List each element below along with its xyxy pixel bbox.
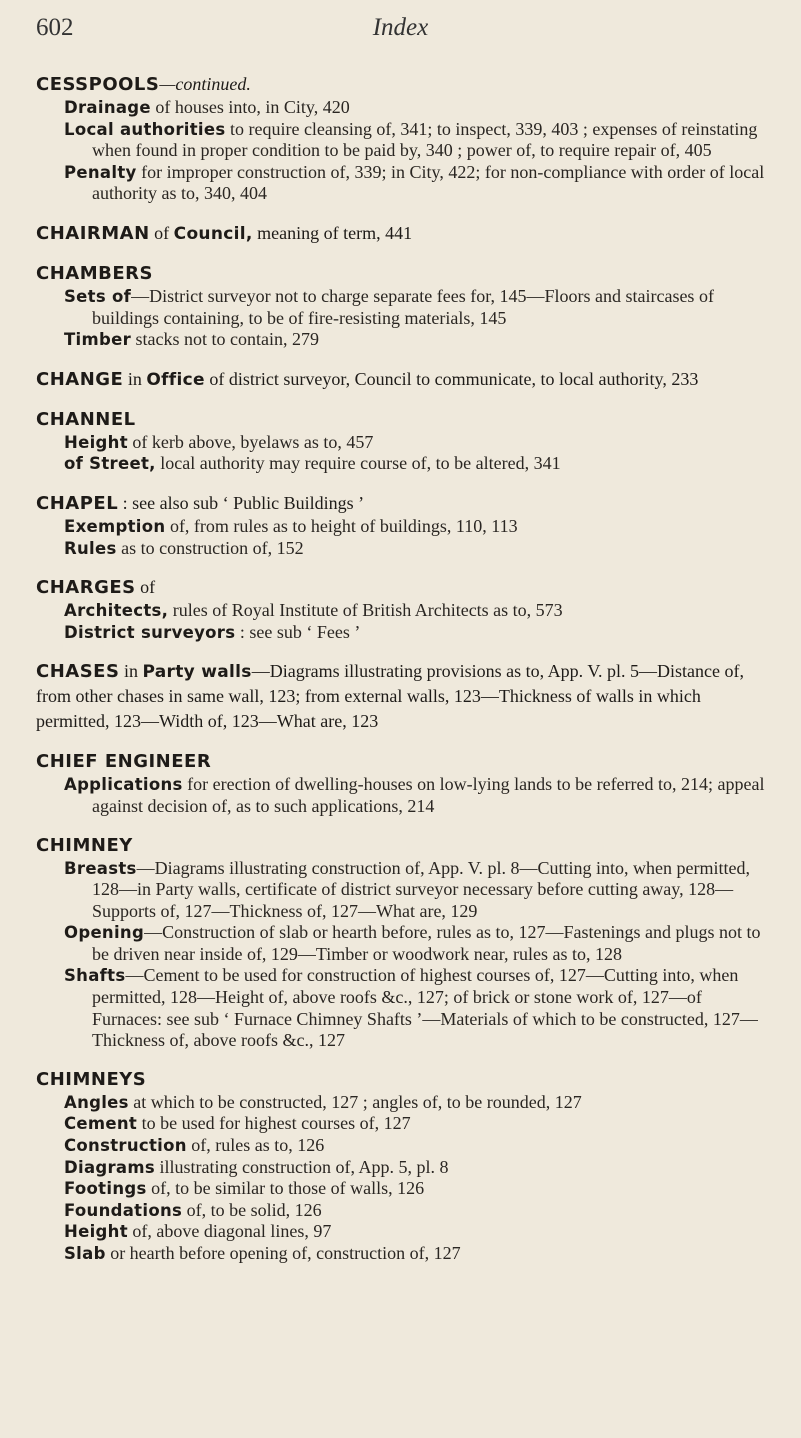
index-entry	[36, 575, 775, 643]
subentry-term: Drainage	[64, 98, 151, 117]
entry-heading	[36, 834, 775, 858]
heading-text: in	[123, 368, 147, 389]
entry-heading	[36, 408, 775, 432]
heading-word: CHAIRMAN	[36, 222, 150, 244]
index-entry	[36, 1068, 775, 1265]
subentry-term: Penalty	[64, 162, 137, 182]
index-entry	[36, 408, 775, 475]
heading-word: CHIMNEYS	[36, 1068, 147, 1090]
heading-text: : see also sub ‘ Public Buildings ’	[118, 492, 365, 513]
subentry-text: as to construction of, 152	[116, 537, 304, 558]
subentry-text: stacks not to contain, 279	[131, 329, 320, 350]
entry-heading	[36, 221, 775, 246]
subentry	[64, 965, 775, 1051]
heading-term: Council,	[173, 223, 253, 244]
subentry-text: or hearth before opening of, construction of, 127	[105, 1243, 461, 1263]
heading-word: CHIEF ENGINEER	[36, 751, 212, 773]
heading-text: of	[135, 577, 156, 598]
subentry-term: Local authorities	[64, 119, 226, 139]
entry-heading	[36, 367, 775, 392]
subentry-term: Construction	[64, 1136, 187, 1156]
subentry-term: Sets of	[64, 286, 132, 306]
subentry-text: —Cement to be used for construction of highest courses of, 127—Cutting into, when permitted, 128—Height of, above roofs &c., 127; of brick or stone work of, 127—of Furnaces: see sub ‘ Furnace Chimney Shafts ’—Materials of which to be constructed, 127—Thickness of, above roofs &c., 127	[92, 965, 758, 1051]
subentry-text: : see sub ‘ Fees ’	[235, 621, 361, 642]
subentry	[64, 1221, 775, 1243]
subentry-text: for erection of dwelling-houses on low-lying lands to be referred to, 214; appeal against decision of, as to such applications, 214	[92, 774, 765, 816]
subentry-text: of, rules as to, 126	[186, 1135, 325, 1156]
subentry-text: for improper construction of, 339; in City, 422; for non-compliance with order of local authority as to, 340, 404	[92, 161, 765, 204]
subentry-term: Cement	[64, 1114, 138, 1134]
index-entry	[36, 367, 775, 392]
subentry-text: —Construction of slab or hearth before, rules as to, 127—Fastenings and plugs not to be driven near inside of, 129—Timber or woodwork near, rules as to, 128	[92, 922, 761, 964]
entry-heading	[36, 659, 775, 734]
subentry	[64, 774, 775, 817]
index-entry	[36, 262, 775, 351]
subentry-term: Exemption	[64, 516, 166, 536]
subentry-text: of, from rules as to height of buildings, 110, 113	[165, 515, 518, 536]
subentry-text: to be used for highest courses of, 127	[137, 1113, 411, 1134]
subentry-term: Timber	[64, 330, 132, 350]
heading-tail: meaning of term, 441	[252, 222, 413, 243]
heading-tail: of district surveyor, Council to communicate, to local authority, 233	[204, 368, 699, 389]
subentry-term: District surveyors	[64, 622, 236, 642]
subentry-term: Opening	[64, 923, 145, 943]
subentry-text: local authority may require course of, to be altered, 341	[155, 453, 561, 474]
subentry	[64, 1092, 775, 1114]
heading-word: CHIMNEY	[36, 834, 133, 856]
subentry	[64, 516, 775, 538]
heading-term: Party walls	[142, 662, 252, 683]
subentry-text: to require cleansing of, 341; to inspect, 339, 403 ; expenses of reinstating when found in proper condition to be paid by, 340 ; power of, to require repair of, 405	[92, 118, 758, 161]
heading-word: CESSPOOLS	[36, 74, 160, 95]
subentry-term: Slab	[64, 1244, 106, 1263]
subentry-text: at which to be constructed, 127 ; angles of, to be rounded, 127	[128, 1091, 582, 1112]
subentry-term: Rules	[64, 538, 117, 558]
subentry-text: of houses into, in City, 420	[150, 97, 350, 117]
subentry-text: of, to be solid, 126	[182, 1199, 322, 1220]
subentry-text: of, above diagonal lines, 97	[127, 1221, 332, 1242]
index-entry	[36, 659, 775, 734]
index-entry	[36, 491, 775, 559]
subentry	[64, 538, 775, 560]
subentry-term: Height	[64, 1222, 128, 1242]
heading-tail: —Diagrams illustrating provisions as to, App. V. pl. 5—Distance of, from other chases in same wall, 123; from external walls, 123—Thickness of walls in which permitted, 123—Width of, 123—What are, 123	[36, 661, 745, 732]
subentry	[64, 1243, 775, 1265]
entry-heading	[36, 1068, 775, 1092]
index-entry	[36, 72, 775, 205]
subentry-text: —Diagrams illustrating construction of, App. V. pl. 8—Cutting into, when permitted, 128—in Party walls, certificate of district surveyor necessary before cutting away, 128—Supports of, 127—Thickness of, 127—What are, 129	[92, 857, 750, 921]
subentry	[64, 622, 775, 644]
subentry	[64, 1200, 775, 1222]
subentry-term: Breasts	[64, 858, 137, 878]
subentry	[64, 1135, 775, 1157]
subentry	[64, 922, 775, 965]
running-head	[36, 14, 765, 54]
subentry	[64, 858, 775, 923]
subentry-term: Applications	[64, 775, 183, 795]
subentry-text: rules of Royal Institute of British Architects as to, 573	[168, 600, 563, 621]
heading-text: in	[119, 661, 143, 682]
heading-word: CHANGE	[36, 368, 124, 390]
subentry-text: —District surveyor not to charge separate fees for, 145—Floors and staircases of buildings containing, to be of fire-resisting materials, 145	[92, 285, 714, 328]
index-content	[36, 72, 775, 1281]
heading-term: Office	[146, 369, 205, 390]
heading-text: of	[149, 222, 174, 243]
subentry	[64, 1113, 775, 1135]
subentry	[64, 119, 775, 162]
running-title: Index	[372, 14, 429, 41]
subentry	[64, 453, 775, 475]
entry-heading	[36, 575, 775, 600]
heading-continued: —continued.	[159, 74, 251, 94]
subentry	[64, 286, 775, 329]
subentry-term: of Street,	[64, 454, 156, 474]
index-entry	[36, 834, 775, 1052]
subentry	[64, 97, 775, 119]
heading-word: CHAMBERS	[36, 262, 153, 284]
subentry-text: of kerb above, byelaws as to, 457	[127, 431, 374, 452]
subentry	[64, 162, 775, 205]
entry-heading	[36, 262, 775, 286]
subentry-term: Footings	[64, 1179, 147, 1199]
subentry-text: of, to be similar to those of walls, 126	[146, 1178, 425, 1199]
heading-word: CHANNEL	[36, 408, 136, 430]
subentry-term: Angles	[64, 1092, 129, 1112]
subentry	[64, 1178, 775, 1200]
heading-word: CHAPEL	[36, 492, 119, 514]
subentry-term: Architects,	[64, 601, 169, 621]
subentry	[64, 1157, 775, 1179]
subentry-term: Foundations	[64, 1200, 183, 1220]
page-number: 602	[36, 14, 74, 41]
subentry-term: Shafts	[64, 966, 126, 986]
subentry	[64, 600, 775, 622]
subentry-term: Diagrams	[64, 1157, 155, 1177]
subentry	[64, 329, 775, 351]
index-entry	[36, 750, 775, 817]
entry-heading	[36, 72, 775, 97]
subentry-text: illustrating construction of, App. 5, pl. 8	[154, 1156, 449, 1177]
subentry	[64, 432, 775, 454]
heading-word: CHASES	[36, 661, 120, 683]
entry-heading	[36, 750, 775, 774]
heading-word: CHARGES	[36, 577, 136, 599]
entry-heading	[36, 491, 775, 516]
subentry-term: Height	[64, 432, 128, 452]
index-entry	[36, 221, 775, 246]
